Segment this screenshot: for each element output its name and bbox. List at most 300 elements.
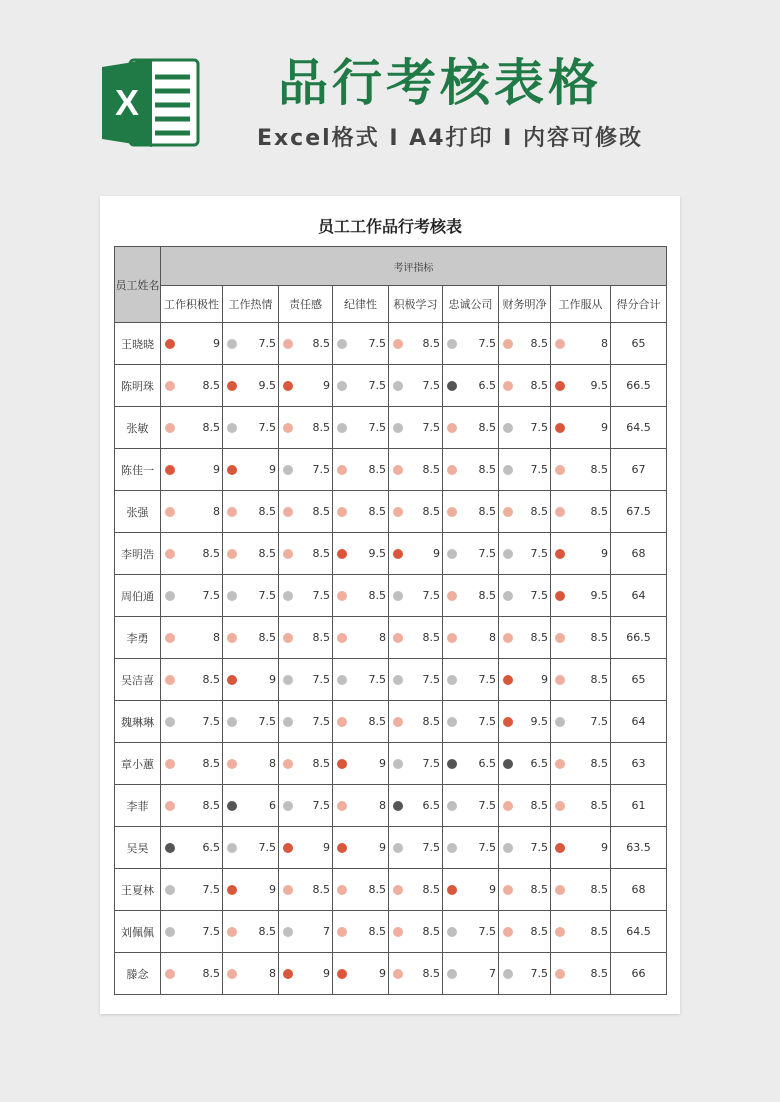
score-value: 8.5 — [312, 421, 330, 434]
score-value: 6 — [269, 799, 276, 812]
score-cell[interactable] — [333, 869, 389, 911]
score-cell[interactable] — [389, 827, 443, 869]
score-cell[interactable] — [223, 869, 279, 911]
score-cell[interactable] — [551, 575, 611, 617]
score-cell[interactable] — [499, 365, 551, 407]
rating-dot-icon — [555, 885, 565, 895]
rating-dot-icon — [227, 507, 237, 517]
score-cell[interactable] — [443, 701, 499, 743]
score-value: 7.5 — [530, 841, 548, 854]
score-value: 8.5 — [312, 505, 330, 518]
total-score-cell[interactable]: 64 — [611, 575, 667, 617]
total-score-cell[interactable]: 64.5 — [611, 911, 667, 953]
employee-name-cell[interactable]: 王夏林 — [115, 869, 161, 911]
score-cell[interactable] — [551, 449, 611, 491]
score-cell[interactable] — [161, 701, 223, 743]
score-cell[interactable] — [279, 491, 333, 533]
score-value: 8.5 — [590, 463, 608, 476]
employee-name-cell[interactable]: 周伯通 — [115, 575, 161, 617]
score-cell[interactable] — [443, 533, 499, 575]
rating-dot-icon — [447, 381, 457, 391]
score-cell[interactable] — [223, 827, 279, 869]
rating-dot-icon — [393, 759, 403, 769]
score-value: 7 — [489, 967, 496, 980]
employee-name-cell[interactable]: 魏琳琳 — [115, 701, 161, 743]
score-cell[interactable] — [223, 743, 279, 785]
score-cell[interactable] — [443, 743, 499, 785]
score-value: 8.5 — [422, 463, 440, 476]
total-score-cell[interactable]: 68 — [611, 869, 667, 911]
score-cell[interactable] — [443, 827, 499, 869]
score-cell[interactable] — [279, 323, 333, 365]
employee-name-cell[interactable]: 李明浩 — [115, 533, 161, 575]
score-cell[interactable] — [333, 491, 389, 533]
rating-dot-icon — [447, 801, 457, 811]
rating-dot-icon — [165, 927, 175, 937]
score-cell[interactable] — [443, 785, 499, 827]
score-cell[interactable] — [443, 953, 499, 995]
rating-dot-icon — [337, 675, 347, 685]
score-value: 8.5 — [202, 421, 220, 434]
rating-dot-icon — [503, 969, 513, 979]
score-cell[interactable] — [443, 323, 499, 365]
score-cell[interactable] — [389, 869, 443, 911]
score-value: 8.5 — [478, 421, 496, 434]
score-value: 8.5 — [422, 337, 440, 350]
rating-dot-icon — [165, 591, 175, 601]
score-cell[interactable] — [333, 407, 389, 449]
score-value: 6.5 — [422, 799, 440, 812]
score-cell[interactable] — [499, 953, 551, 995]
score-value: 8 — [213, 631, 220, 644]
score-cell[interactable] — [551, 701, 611, 743]
score-cell[interactable] — [223, 785, 279, 827]
appraisal-table — [114, 246, 667, 995]
rating-dot-icon — [393, 423, 403, 433]
score-cell[interactable] — [279, 407, 333, 449]
score-cell[interactable] — [333, 617, 389, 659]
score-cell[interactable] — [389, 785, 443, 827]
rating-dot-icon — [393, 381, 403, 391]
score-cell[interactable] — [223, 365, 279, 407]
rating-dot-icon — [555, 423, 565, 433]
score-value: 9 — [213, 463, 220, 476]
score-cell[interactable] — [499, 449, 551, 491]
employee-name-cell[interactable]: 张敏 — [115, 407, 161, 449]
score-cell[interactable] — [551, 407, 611, 449]
score-cell[interactable] — [389, 911, 443, 953]
score-value: 8 — [379, 631, 386, 644]
rating-dot-icon — [165, 843, 175, 853]
score-cell[interactable] — [161, 365, 223, 407]
score-cell[interactable] — [161, 407, 223, 449]
rating-dot-icon — [165, 759, 175, 769]
rating-dot-icon — [165, 801, 175, 811]
score-cell[interactable] — [551, 953, 611, 995]
score-cell[interactable] — [223, 911, 279, 953]
score-cell[interactable] — [279, 533, 333, 575]
score-value: 9 — [601, 547, 608, 560]
total-score-cell[interactable]: 66.5 — [611, 365, 667, 407]
rating-dot-icon — [393, 633, 403, 643]
rating-dot-icon — [503, 465, 513, 475]
rating-dot-icon — [555, 633, 565, 643]
rating-dot-icon — [393, 465, 403, 475]
rating-dot-icon — [393, 717, 403, 727]
score-value: 8.5 — [530, 505, 548, 518]
rating-dot-icon — [165, 465, 175, 475]
employee-name-cell[interactable]: 吴昊 — [115, 827, 161, 869]
score-cell[interactable] — [161, 491, 223, 533]
score-cell[interactable] — [279, 827, 333, 869]
rating-dot-icon — [337, 969, 347, 979]
score-value: 8.5 — [368, 715, 386, 728]
rating-dot-icon — [283, 717, 293, 727]
total-score-cell[interactable]: 68 — [611, 533, 667, 575]
score-value: 7.5 — [368, 337, 386, 350]
score-value: 9 — [323, 841, 330, 854]
score-cell[interactable] — [161, 743, 223, 785]
rating-dot-icon — [283, 675, 293, 685]
score-cell[interactable] — [499, 827, 551, 869]
score-value: 9 — [541, 673, 548, 686]
employee-name-cell[interactable]: 李勇 — [115, 617, 161, 659]
score-cell[interactable] — [161, 449, 223, 491]
rating-dot-icon — [165, 507, 175, 517]
rating-dot-icon — [337, 339, 347, 349]
score-cell[interactable] — [161, 323, 223, 365]
score-cell[interactable] — [499, 869, 551, 911]
table-row — [115, 827, 667, 869]
score-cell[interactable] — [223, 575, 279, 617]
rating-dot-icon — [393, 675, 403, 685]
rating-dot-icon — [165, 675, 175, 685]
score-value: 7.5 — [478, 673, 496, 686]
score-value: 9 — [601, 421, 608, 434]
score-value: 8.5 — [422, 967, 440, 980]
score-cell[interactable] — [389, 533, 443, 575]
total-score-cell[interactable]: 66.5 — [611, 617, 667, 659]
score-value: 9.5 — [258, 379, 276, 392]
score-cell[interactable] — [389, 407, 443, 449]
rating-dot-icon — [447, 675, 457, 685]
score-cell[interactable] — [223, 953, 279, 995]
total-score-cell[interactable]: 63 — [611, 743, 667, 785]
column-header: 财务明净 — [499, 286, 551, 323]
total-score-cell[interactable]: 65 — [611, 659, 667, 701]
score-cell[interactable] — [499, 533, 551, 575]
score-value: 9 — [379, 967, 386, 980]
rating-dot-icon — [165, 423, 175, 433]
score-cell[interactable] — [279, 953, 333, 995]
score-value: 7.5 — [422, 841, 440, 854]
score-cell[interactable] — [333, 365, 389, 407]
rating-dot-icon — [393, 801, 403, 811]
score-cell[interactable] — [551, 323, 611, 365]
score-value: 8.5 — [368, 463, 386, 476]
score-cell[interactable] — [223, 617, 279, 659]
score-value: 9 — [601, 841, 608, 854]
score-value: 7.5 — [478, 547, 496, 560]
score-cell[interactable] — [161, 911, 223, 953]
score-cell[interactable] — [499, 701, 551, 743]
score-value: 8.5 — [312, 631, 330, 644]
rating-dot-icon — [283, 381, 293, 391]
score-cell[interactable] — [389, 575, 443, 617]
score-value: 8.5 — [258, 547, 276, 560]
employee-name-cell[interactable]: 陈明珠 — [115, 365, 161, 407]
score-cell[interactable] — [279, 575, 333, 617]
score-cell[interactable] — [443, 659, 499, 701]
rating-dot-icon — [447, 591, 457, 601]
column-header: 忠诚公司 — [443, 286, 499, 323]
rating-dot-icon — [555, 675, 565, 685]
rating-dot-icon — [503, 591, 513, 601]
rating-dot-icon — [227, 759, 237, 769]
score-value: 9.5 — [368, 547, 386, 560]
score-cell[interactable] — [333, 701, 389, 743]
score-cell[interactable] — [279, 617, 333, 659]
score-cell[interactable] — [551, 491, 611, 533]
score-cell[interactable] — [499, 491, 551, 533]
score-cell[interactable] — [389, 365, 443, 407]
page-title: 品行考核表格 — [278, 54, 602, 112]
employee-name-cell[interactable]: 章小蕙 — [115, 743, 161, 785]
score-value: 8.5 — [312, 547, 330, 560]
rating-dot-icon — [337, 507, 347, 517]
score-cell[interactable] — [333, 785, 389, 827]
score-cell[interactable] — [389, 743, 443, 785]
score-value: 7.5 — [422, 421, 440, 434]
score-value: 7.5 — [368, 379, 386, 392]
total-score-cell[interactable]: 63.5 — [611, 827, 667, 869]
score-value: 9 — [323, 967, 330, 980]
score-cell[interactable] — [279, 743, 333, 785]
score-cell[interactable] — [389, 659, 443, 701]
score-cell[interactable] — [333, 575, 389, 617]
rating-dot-icon — [283, 339, 293, 349]
rating-dot-icon — [337, 423, 347, 433]
score-cell[interactable] — [279, 701, 333, 743]
score-value: 7.5 — [258, 715, 276, 728]
employee-name-cell[interactable]: 李菲 — [115, 785, 161, 827]
rating-dot-icon — [555, 549, 565, 559]
score-value: 8.5 — [530, 379, 548, 392]
score-cell[interactable] — [499, 743, 551, 785]
score-value: 7.5 — [478, 799, 496, 812]
rating-dot-icon — [447, 927, 457, 937]
score-cell[interactable] — [223, 701, 279, 743]
score-value: 6.5 — [478, 379, 496, 392]
rating-dot-icon — [447, 717, 457, 727]
employee-name-cell[interactable]: 张强 — [115, 491, 161, 533]
score-value: 7.5 — [530, 547, 548, 560]
rating-dot-icon — [447, 507, 457, 517]
score-value: 8.5 — [202, 799, 220, 812]
score-cell[interactable] — [161, 575, 223, 617]
score-cell[interactable] — [551, 827, 611, 869]
score-cell[interactable] — [443, 365, 499, 407]
score-cell[interactable] — [443, 869, 499, 911]
score-cell[interactable] — [499, 575, 551, 617]
score-cell[interactable] — [279, 785, 333, 827]
employee-name-cell[interactable]: 陈佳一 — [115, 449, 161, 491]
score-cell[interactable] — [443, 407, 499, 449]
rating-dot-icon — [227, 969, 237, 979]
rating-dot-icon — [503, 927, 513, 937]
score-value: 9 — [213, 337, 220, 350]
score-cell[interactable] — [499, 323, 551, 365]
score-cell[interactable] — [551, 365, 611, 407]
score-value: 9 — [269, 673, 276, 686]
rating-dot-icon — [283, 885, 293, 895]
score-cell[interactable] — [551, 533, 611, 575]
rating-dot-icon — [337, 549, 347, 559]
score-value: 7.5 — [202, 883, 220, 896]
total-score-cell[interactable]: 64.5 — [611, 407, 667, 449]
score-value: 8.5 — [590, 631, 608, 644]
score-cell[interactable] — [223, 491, 279, 533]
score-cell[interactable] — [443, 617, 499, 659]
score-cell[interactable] — [389, 449, 443, 491]
score-cell[interactable] — [223, 533, 279, 575]
total-score-cell[interactable]: 66 — [611, 953, 667, 995]
rating-dot-icon — [227, 465, 237, 475]
score-cell[interactable] — [333, 953, 389, 995]
total-score-cell[interactable]: 61 — [611, 785, 667, 827]
score-cell[interactable] — [389, 953, 443, 995]
score-cell[interactable] — [333, 827, 389, 869]
score-value: 8.5 — [590, 967, 608, 980]
score-cell[interactable] — [279, 365, 333, 407]
total-score-cell[interactable]: 64 — [611, 701, 667, 743]
score-cell[interactable] — [333, 911, 389, 953]
score-cell[interactable] — [389, 323, 443, 365]
score-cell[interactable] — [161, 869, 223, 911]
score-value: 7.5 — [590, 715, 608, 728]
score-cell[interactable] — [279, 869, 333, 911]
table-row — [115, 701, 667, 743]
score-cell[interactable] — [551, 743, 611, 785]
table-row — [115, 617, 667, 659]
score-cell[interactable] — [161, 617, 223, 659]
score-cell[interactable] — [333, 323, 389, 365]
score-value: 8.5 — [202, 967, 220, 980]
score-cell[interactable] — [161, 827, 223, 869]
score-cell[interactable] — [279, 449, 333, 491]
score-value: 8.5 — [202, 673, 220, 686]
score-value: 9.5 — [530, 715, 548, 728]
rating-dot-icon — [165, 549, 175, 559]
table-row — [115, 953, 667, 995]
name-column-header: 员工姓名 — [115, 247, 161, 323]
column-header: 纪律性 — [333, 286, 389, 323]
score-cell[interactable] — [161, 785, 223, 827]
score-cell[interactable] — [499, 785, 551, 827]
score-value: 8.5 — [530, 337, 548, 350]
score-cell[interactable] — [443, 911, 499, 953]
score-cell[interactable] — [279, 911, 333, 953]
score-value: 8.5 — [258, 505, 276, 518]
score-cell[interactable] — [499, 407, 551, 449]
score-value: 7.5 — [368, 421, 386, 434]
rating-dot-icon — [393, 549, 403, 559]
table-row — [115, 449, 667, 491]
score-cell[interactable] — [161, 953, 223, 995]
score-cell[interactable] — [551, 911, 611, 953]
score-cell[interactable] — [443, 449, 499, 491]
score-cell[interactable] — [161, 533, 223, 575]
score-value: 8.5 — [202, 757, 220, 770]
score-cell[interactable] — [443, 575, 499, 617]
total-score-cell[interactable]: 65 — [611, 323, 667, 365]
score-cell[interactable] — [499, 659, 551, 701]
page-subtitle: Excel格式 I A4打印 I 内容可修改 — [256, 126, 644, 151]
score-cell[interactable] — [333, 659, 389, 701]
rating-dot-icon — [227, 591, 237, 601]
employee-name-cell[interactable]: 刘佩佩 — [115, 911, 161, 953]
score-value: 8.5 — [530, 883, 548, 896]
score-value: 9 — [323, 379, 330, 392]
employee-name-cell[interactable]: 滕念 — [115, 953, 161, 995]
score-cell[interactable] — [333, 533, 389, 575]
score-cell[interactable] — [223, 659, 279, 701]
score-cell[interactable] — [551, 659, 611, 701]
group-header: 考评指标 — [161, 247, 667, 286]
score-cell[interactable] — [223, 323, 279, 365]
logo-letter: X — [114, 82, 140, 123]
score-cell[interactable] — [551, 785, 611, 827]
rating-dot-icon — [503, 885, 513, 895]
score-value: 8.5 — [478, 463, 496, 476]
rating-dot-icon — [447, 633, 457, 643]
score-value: 7.5 — [312, 589, 330, 602]
score-value: 8.5 — [530, 631, 548, 644]
score-cell[interactable] — [161, 659, 223, 701]
score-value: 7.5 — [202, 925, 220, 938]
score-cell[interactable] — [389, 617, 443, 659]
score-cell[interactable] — [333, 449, 389, 491]
rating-dot-icon — [165, 969, 175, 979]
score-cell[interactable] — [389, 701, 443, 743]
employee-name-cell[interactable]: 王晓晓 — [115, 323, 161, 365]
score-cell[interactable] — [223, 449, 279, 491]
rating-dot-icon — [503, 759, 513, 769]
rating-dot-icon — [447, 759, 457, 769]
score-cell[interactable] — [551, 869, 611, 911]
employee-name-cell[interactable]: 吴洁喜 — [115, 659, 161, 701]
column-header: 得分合计 — [611, 286, 667, 323]
score-cell[interactable] — [499, 911, 551, 953]
total-score-cell[interactable]: 67 — [611, 449, 667, 491]
score-value: 8.5 — [258, 925, 276, 938]
score-cell[interactable] — [279, 659, 333, 701]
table-row — [115, 659, 667, 701]
total-score-cell[interactable]: 67.5 — [611, 491, 667, 533]
score-cell[interactable] — [499, 617, 551, 659]
rating-dot-icon — [503, 507, 513, 517]
rating-dot-icon — [555, 339, 565, 349]
score-cell[interactable] — [333, 743, 389, 785]
score-cell[interactable] — [551, 617, 611, 659]
score-cell[interactable] — [389, 491, 443, 533]
table-row — [115, 491, 667, 533]
score-value: 7.5 — [530, 967, 548, 980]
score-value: 7.5 — [258, 421, 276, 434]
score-cell[interactable] — [443, 491, 499, 533]
score-value: 9 — [379, 841, 386, 854]
score-cell[interactable] — [223, 407, 279, 449]
